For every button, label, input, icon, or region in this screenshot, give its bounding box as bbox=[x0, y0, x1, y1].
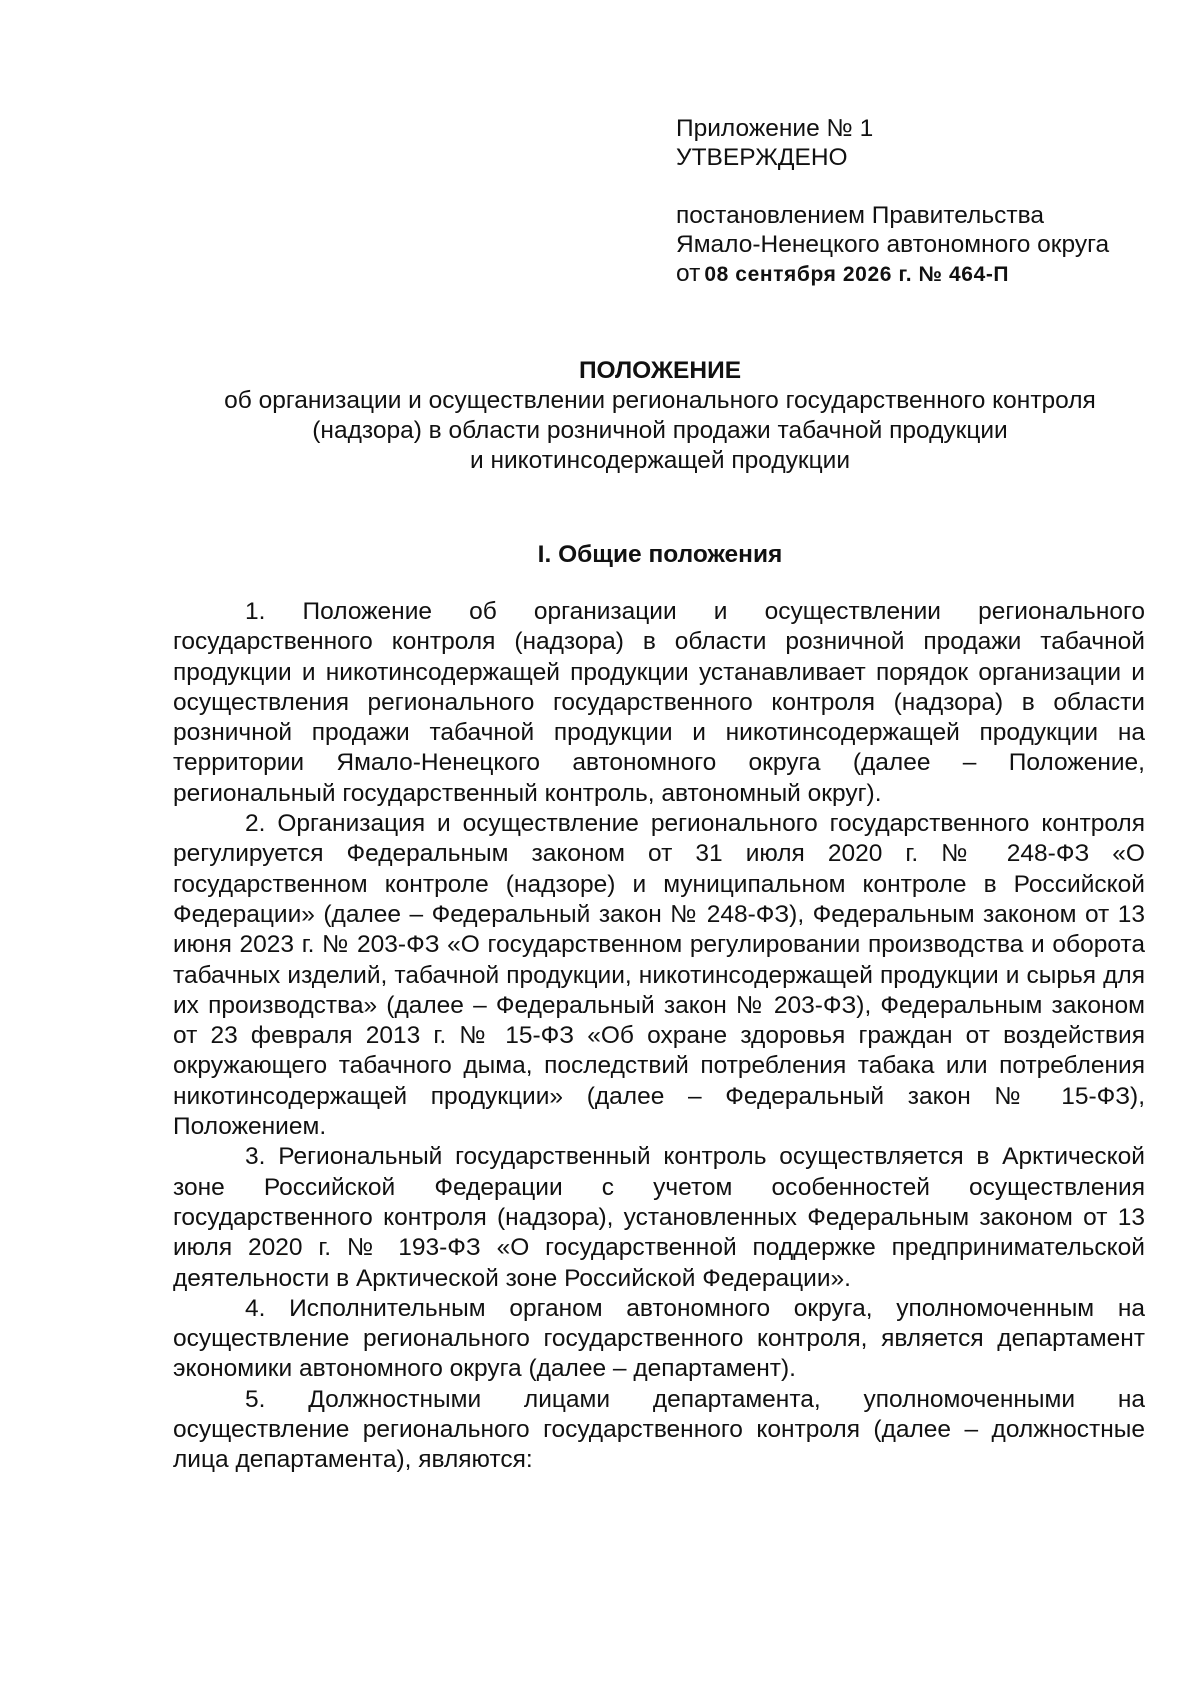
spacer bbox=[676, 172, 1176, 201]
document-subtitle-line: и никотинсодержащей продукции bbox=[469, 447, 851, 474]
paragraph: 3. Региональный государственный контроль осуществляется в Арктической зоне Российской Федерации с учетом особенностей осуществления государственного контроля (надзора), установленных Федеральным законом от 13 июля 2020 г. № 193-ФЗ «О государственной поддержке предпринимательской деятельности в Арктической зоне Российской Федерации». bbox=[173, 1143, 1145, 1292]
paragraph: 2. Организация и осуществление регионального государственного контроля регулируется Федеральным законом от 31 июля 2020 г. № 248-ФЗ «О государственном контроле (надзоре) и муниципальном контроле в Российской Федерации» (далее – Федеральный закон № 248-ФЗ), Федеральным законом от 13 июня 2023 г. № 203-ФЗ «О государственном регулировании производства и оборота табачных изделий, табачной продукции, никотинсодержащей продукции и сырья для их производства» (далее – Федеральный закон № 203-ФЗ), Федеральным законом от 23 февраля 2013 г. № 15-ФЗ «Об охране здоровья граждан от воздействия окружающего табачного дыма, последствий потребления табака или потребления никотинсодержащей продукции» (далее – Федеральный закон № 15-ФЗ), Положением. bbox=[173, 810, 1145, 1141]
date-prefix: от bbox=[676, 260, 701, 287]
annex-number: Приложение № 1 bbox=[676, 115, 874, 142]
document-title-block bbox=[120, 356, 1200, 476]
approval-block bbox=[676, 114, 1176, 289]
approved-stamp: УТВЕРЖДЕНО bbox=[676, 144, 848, 171]
approved-by-line-2: Ямало-Ненецкого автономного округа bbox=[676, 231, 1110, 258]
paragraph: 1. Положение об организации и осуществлении регионального государственного контроля (надзора) в области розничной продажи табачной продукции и никотинсодержащей продукции устанавливает порядок организации и осуществления регионального государственного контроля (надзора) в области розничной продажи табачной продукции и никотинсодержащей продукции на территории Ямало-Ненецкого автономного округа (далее – Положение, региональный государственный контроль, автономный округ). bbox=[173, 598, 1145, 807]
document-body bbox=[173, 597, 1145, 1476]
resolution-date-line bbox=[676, 259, 1176, 289]
document-subtitle-line: об организации и осуществлении регионального государственного контроля bbox=[224, 387, 1096, 414]
paragraph: 5. Должностными лицами департамента, уполномоченными на осуществление регионального государственного контроля (далее – должностные лица департамента), являются: bbox=[173, 1385, 1145, 1474]
approved-by-line-1: постановлением Правительства bbox=[676, 202, 1044, 229]
document-subtitle-line: (надзора) в области розничной продажи табачной продукции bbox=[312, 417, 1008, 444]
resolution-date-number: 08 сентября 2026 г. № 464-П bbox=[704, 263, 1010, 286]
section-heading: I. Общие положения bbox=[537, 541, 783, 568]
document-title: ПОЛОЖЕНИЕ bbox=[578, 357, 742, 384]
paragraph: 4. Исполнительным органом автономного округа, уполномоченным на осуществление регионального государственного контроля, является департамент экономики автономного округа (далее – департамент). bbox=[173, 1294, 1145, 1383]
